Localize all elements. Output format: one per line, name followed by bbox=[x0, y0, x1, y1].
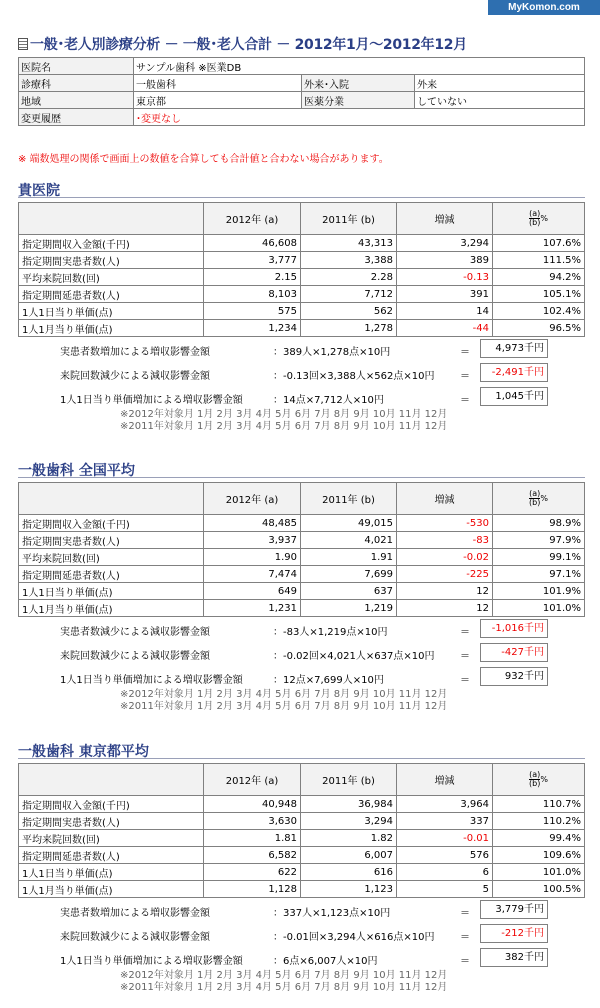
info-row-department bbox=[19, 75, 585, 92]
impact-amount: -427千円 bbox=[480, 643, 548, 662]
cell-value: 4,021 bbox=[301, 532, 397, 549]
impact-equals: ＝ bbox=[460, 371, 470, 382]
cell-value: -0.02 bbox=[397, 549, 493, 566]
cell-value: 94.2% bbox=[493, 269, 585, 286]
row-label: 指定期間実患者数(人) bbox=[19, 813, 204, 830]
info-row-clinic bbox=[19, 58, 585, 75]
cell-value: 110.7% bbox=[493, 796, 585, 813]
impact-formula: ：389人×1,278点×10円 bbox=[273, 347, 391, 358]
cell-value: 6,007 bbox=[301, 847, 397, 864]
section-2 bbox=[18, 460, 585, 713]
impact-amount: 1,045千円 bbox=[480, 387, 548, 406]
header-2012: 2012年 (a) bbox=[204, 203, 301, 235]
section-title: 一般歯科 東京都平均 bbox=[18, 741, 585, 759]
ratio-percent: % bbox=[540, 775, 548, 784]
cell-value: 1,231 bbox=[204, 600, 301, 617]
section-title: 一般歯科 全国平均 bbox=[18, 460, 585, 478]
cell-value: 101.9% bbox=[493, 583, 585, 600]
row-label: 平均来院回数(回) bbox=[19, 549, 204, 566]
row-label: 指定期間延患者数(人) bbox=[19, 566, 204, 583]
table-row bbox=[19, 864, 585, 881]
impact-equals: ＝ bbox=[460, 932, 470, 943]
impact-row bbox=[18, 898, 585, 922]
info-value: ･変更なし bbox=[134, 109, 585, 126]
cell-value: -0.01 bbox=[397, 830, 493, 847]
info-value: サンプル歯科 ※医業DB bbox=[134, 58, 585, 75]
table-row bbox=[19, 830, 585, 847]
cell-value: 14 bbox=[397, 303, 493, 320]
impact-row bbox=[18, 641, 585, 665]
cell-value: 391 bbox=[397, 286, 493, 303]
ratio-numerator: (a) bbox=[529, 489, 541, 498]
impact-row bbox=[18, 337, 585, 361]
cell-value: 102.4% bbox=[493, 303, 585, 320]
row-label: 平均来院回数(回) bbox=[19, 269, 204, 286]
cell-value: -44 bbox=[397, 320, 493, 337]
table-row bbox=[19, 600, 585, 617]
target-months-line: ※2011年対象月 1月 2月 3月 4月 5月 6月 7月 8月 9月 10月 11月 12月 bbox=[120, 982, 448, 993]
cell-value: 575 bbox=[204, 303, 301, 320]
cell-value: 1.82 bbox=[301, 830, 397, 847]
info-value: 東京都 bbox=[134, 92, 302, 109]
row-label: 指定期間実患者数(人) bbox=[19, 532, 204, 549]
target-months bbox=[18, 409, 585, 433]
impact-equals: ＝ bbox=[460, 908, 470, 919]
header-change: 増減 bbox=[397, 483, 493, 515]
document-icon bbox=[18, 38, 28, 50]
header-change: 増減 bbox=[397, 764, 493, 796]
cell-value: 389 bbox=[397, 252, 493, 269]
cell-value: 6,582 bbox=[204, 847, 301, 864]
row-label: 指定期間実患者数(人) bbox=[19, 252, 204, 269]
cell-value: 562 bbox=[301, 303, 397, 320]
comparison-table bbox=[18, 482, 585, 617]
cell-value: 7,474 bbox=[204, 566, 301, 583]
info-row-history bbox=[19, 109, 585, 126]
header-change: 増減 bbox=[397, 203, 493, 235]
impact-amount: 382千円 bbox=[480, 948, 548, 967]
cell-value: -0.13 bbox=[397, 269, 493, 286]
cell-value: 1,278 bbox=[301, 320, 397, 337]
rounding-note: ※ 端数処理の関係で画面上の数値を合算しても合計値と合わない場合があります。 bbox=[18, 154, 389, 165]
impact-equals: ＝ bbox=[460, 347, 470, 358]
cell-value: -83 bbox=[397, 532, 493, 549]
impact-formula: ：-0.01回×3,294人×616点×10円 bbox=[273, 932, 435, 943]
info-label: 外来･入院 bbox=[302, 75, 415, 92]
impact-formula: ：12点×7,699人×10円 bbox=[273, 675, 384, 686]
info-label: 診療科 bbox=[19, 75, 134, 92]
table-row bbox=[19, 303, 585, 320]
cell-value: -530 bbox=[397, 515, 493, 532]
table-row bbox=[19, 583, 585, 600]
table-header-row bbox=[19, 483, 585, 515]
cell-value: 6 bbox=[397, 864, 493, 881]
cell-value: 100.5% bbox=[493, 881, 585, 898]
impact-row bbox=[18, 922, 585, 946]
cell-value: 7,699 bbox=[301, 566, 397, 583]
cell-value: 101.0% bbox=[493, 864, 585, 881]
cell-value: 98.9% bbox=[493, 515, 585, 532]
table-row bbox=[19, 515, 585, 532]
table-row bbox=[19, 532, 585, 549]
cell-value: 1,219 bbox=[301, 600, 397, 617]
cell-value: 99.1% bbox=[493, 549, 585, 566]
table-row bbox=[19, 847, 585, 864]
clinic-info-table bbox=[18, 57, 585, 126]
row-label: 指定期間延患者数(人) bbox=[19, 847, 204, 864]
impact-row bbox=[18, 617, 585, 641]
cell-value: 3,294 bbox=[397, 235, 493, 252]
cell-value: 3,630 bbox=[204, 813, 301, 830]
cell-value: 97.1% bbox=[493, 566, 585, 583]
impact-label: 来院回数減少による減収影響金額 bbox=[60, 651, 210, 662]
impact-equals: ＝ bbox=[460, 627, 470, 638]
cell-value: 616 bbox=[301, 864, 397, 881]
impact-row bbox=[18, 361, 585, 385]
target-months-line: ※2011年対象月 1月 2月 3月 4月 5月 6月 7月 8月 9月 10月 11月 12月 bbox=[120, 701, 448, 712]
target-months bbox=[18, 970, 585, 994]
section-1 bbox=[18, 180, 585, 433]
table-row bbox=[19, 252, 585, 269]
impact-equals: ＝ bbox=[460, 651, 470, 662]
section-3 bbox=[18, 741, 585, 994]
info-label: 医薬分業 bbox=[302, 92, 415, 109]
table-row bbox=[19, 269, 585, 286]
ratio-numerator: (a) bbox=[529, 770, 541, 779]
brand-logo[interactable]: MyKomon.com bbox=[488, 0, 600, 15]
header-ratio bbox=[493, 203, 585, 235]
impact-row bbox=[18, 385, 585, 409]
table-row bbox=[19, 235, 585, 252]
cell-value: 97.9% bbox=[493, 532, 585, 549]
comparison-table bbox=[18, 202, 585, 337]
row-label: 平均来院回数(回) bbox=[19, 830, 204, 847]
cell-value: 99.4% bbox=[493, 830, 585, 847]
row-label: 1人1月当り単価(点) bbox=[19, 600, 204, 617]
info-row-region bbox=[19, 92, 585, 109]
cell-value: 622 bbox=[204, 864, 301, 881]
info-label: 医院名 bbox=[19, 58, 134, 75]
cell-value: 5 bbox=[397, 881, 493, 898]
cell-value: 110.2% bbox=[493, 813, 585, 830]
row-label: 指定期間収入金額(千円) bbox=[19, 515, 204, 532]
cell-value: 48,485 bbox=[204, 515, 301, 532]
target-months-line: ※2012年対象月 1月 2月 3月 4月 5月 6月 7月 8月 9月 10月 11月 12月 bbox=[120, 970, 448, 981]
ratio-denominator: (b) bbox=[529, 498, 541, 507]
table-row bbox=[19, 286, 585, 303]
cell-value: -225 bbox=[397, 566, 493, 583]
cell-value: 337 bbox=[397, 813, 493, 830]
cell-value: 8,103 bbox=[204, 286, 301, 303]
header-2011: 2011年 (b) bbox=[301, 764, 397, 796]
impact-formula: ：6点×6,007人×10円 bbox=[273, 956, 378, 967]
info-value: していない bbox=[415, 92, 585, 109]
cell-value: 12 bbox=[397, 583, 493, 600]
impact-equals: ＝ bbox=[460, 956, 470, 967]
impact-row bbox=[18, 946, 585, 970]
info-label: 地域 bbox=[19, 92, 134, 109]
table-row bbox=[19, 320, 585, 337]
header-blank bbox=[19, 483, 204, 515]
cell-value: 105.1% bbox=[493, 286, 585, 303]
row-label: 1人1月当り単価(点) bbox=[19, 320, 204, 337]
header-ratio bbox=[493, 764, 585, 796]
impact-equals: ＝ bbox=[460, 675, 470, 686]
cell-value: 12 bbox=[397, 600, 493, 617]
table-row bbox=[19, 796, 585, 813]
ratio-percent: % bbox=[540, 214, 548, 223]
cell-value: 111.5% bbox=[493, 252, 585, 269]
impact-label: 実患者数減少による減収影響金額 bbox=[60, 627, 210, 638]
header-2011: 2011年 (b) bbox=[301, 203, 397, 235]
impact-amount: -2,491千円 bbox=[480, 363, 548, 382]
row-label: 1人1日当り単価(点) bbox=[19, 583, 204, 600]
impact-amount: -212千円 bbox=[480, 924, 548, 943]
cell-value: 107.6% bbox=[493, 235, 585, 252]
info-value: 外来 bbox=[415, 75, 585, 92]
cell-value: 1,128 bbox=[204, 881, 301, 898]
impact-label: 来院回数減少による減収影響金額 bbox=[60, 932, 210, 943]
cell-value: 109.6% bbox=[493, 847, 585, 864]
cell-value: 101.0% bbox=[493, 600, 585, 617]
impact-label: 1人1日当り単価増加による増収影響金額 bbox=[60, 956, 243, 967]
impact-label: 1人1日当り単価増加による増収影響金額 bbox=[60, 395, 243, 406]
impact-row bbox=[18, 665, 585, 689]
target-months-line: ※2012年対象月 1月 2月 3月 4月 5月 6月 7月 8月 9月 10月 11月 12月 bbox=[120, 689, 448, 700]
table-header-row bbox=[19, 764, 585, 796]
table-header-row bbox=[19, 203, 585, 235]
impact-label: 1人1日当り単価増加による増収影響金額 bbox=[60, 675, 243, 686]
cell-value: 576 bbox=[397, 847, 493, 864]
impact-formula: ：-0.13回×3,388人×562点×10円 bbox=[273, 371, 435, 382]
page-title bbox=[18, 34, 467, 54]
header-2012: 2012年 (a) bbox=[204, 483, 301, 515]
impact-formula: ：14点×7,712人×10円 bbox=[273, 395, 384, 406]
row-label: 1人1日当り単価(点) bbox=[19, 864, 204, 881]
cell-value: 637 bbox=[301, 583, 397, 600]
header-2012: 2012年 (a) bbox=[204, 764, 301, 796]
cell-value: 3,777 bbox=[204, 252, 301, 269]
row-label: 1人1日当り単価(点) bbox=[19, 303, 204, 320]
cell-value: 40,948 bbox=[204, 796, 301, 813]
table-row bbox=[19, 881, 585, 898]
row-label: 指定期間収入金額(千円) bbox=[19, 796, 204, 813]
cell-value: 1,123 bbox=[301, 881, 397, 898]
table-row bbox=[19, 813, 585, 830]
cell-value: 36,984 bbox=[301, 796, 397, 813]
impact-amount: 4,973千円 bbox=[480, 339, 548, 358]
header-ratio bbox=[493, 483, 585, 515]
cell-value: 649 bbox=[204, 583, 301, 600]
impact-formula: ：-83人×1,219点×10円 bbox=[273, 627, 388, 638]
table-row bbox=[19, 549, 585, 566]
impact-amount: 3,779千円 bbox=[480, 900, 548, 919]
cell-value: 2.15 bbox=[204, 269, 301, 286]
cell-value: 1,234 bbox=[204, 320, 301, 337]
ratio-numerator: (a) bbox=[529, 209, 541, 218]
row-label: 指定期間延患者数(人) bbox=[19, 286, 204, 303]
table-row bbox=[19, 566, 585, 583]
cell-value: 3,388 bbox=[301, 252, 397, 269]
header-2011: 2011年 (b) bbox=[301, 483, 397, 515]
impact-amount: 932千円 bbox=[480, 667, 548, 686]
impact-formula: ：-0.02回×4,021人×637点×10円 bbox=[273, 651, 435, 662]
impact-amount: -1,016千円 bbox=[480, 619, 548, 638]
cell-value: 43,313 bbox=[301, 235, 397, 252]
header-blank bbox=[19, 203, 204, 235]
ratio-denominator: (b) bbox=[529, 218, 541, 227]
cell-value: 3,937 bbox=[204, 532, 301, 549]
cell-value: 2.28 bbox=[301, 269, 397, 286]
row-label: 1人1月当り単価(点) bbox=[19, 881, 204, 898]
cell-value: 3,964 bbox=[397, 796, 493, 813]
ratio-denominator: (b) bbox=[529, 779, 541, 788]
section-title: 貴医院 bbox=[18, 180, 585, 198]
impact-label: 来院回数減少による減収影響金額 bbox=[60, 371, 210, 382]
target-months bbox=[18, 689, 585, 713]
target-months-line: ※2012年対象月 1月 2月 3月 4月 5月 6月 7月 8月 9月 10月 11月 12月 bbox=[120, 409, 448, 420]
page-title-text: 一般･老人別診療分析 － 一般･老人合計 － 2012年1月～2012年12月 bbox=[30, 37, 467, 53]
target-months-line: ※2011年対象月 1月 2月 3月 4月 5月 6月 7月 8月 9月 10月 11月 12月 bbox=[120, 421, 448, 432]
cell-value: 3,294 bbox=[301, 813, 397, 830]
cell-value: 49,015 bbox=[301, 515, 397, 532]
cell-value: 96.5% bbox=[493, 320, 585, 337]
ratio-percent: % bbox=[540, 494, 548, 503]
impact-equals: ＝ bbox=[460, 395, 470, 406]
header-blank bbox=[19, 764, 204, 796]
cell-value: 1.90 bbox=[204, 549, 301, 566]
impact-formula: ：337人×1,123点×10円 bbox=[273, 908, 391, 919]
impact-label: 実患者数増加による増収影響金額 bbox=[60, 347, 210, 358]
impact-label: 実患者数増加による増収影響金額 bbox=[60, 908, 210, 919]
row-label: 指定期間収入金額(千円) bbox=[19, 235, 204, 252]
comparison-table bbox=[18, 763, 585, 898]
cell-value: 46,608 bbox=[204, 235, 301, 252]
info-value: 一般歯科 bbox=[134, 75, 302, 92]
top-bar bbox=[0, 0, 600, 20]
cell-value: 1.81 bbox=[204, 830, 301, 847]
cell-value: 7,712 bbox=[301, 286, 397, 303]
cell-value: 1.91 bbox=[301, 549, 397, 566]
info-label: 変更履歴 bbox=[19, 109, 134, 126]
